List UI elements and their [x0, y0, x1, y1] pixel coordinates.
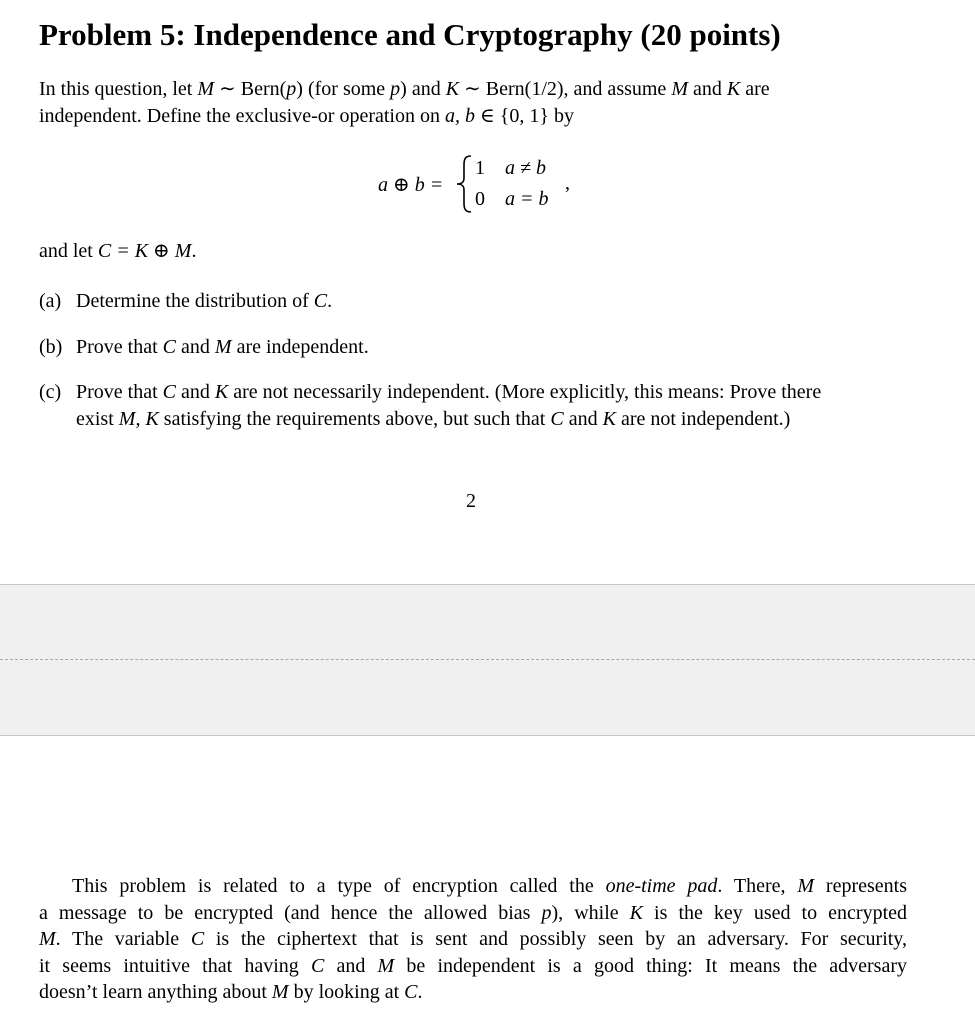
let-line: and let C = K ⊕ M. [39, 240, 197, 262]
page-break-dashed-line [0, 659, 975, 660]
case-row-1: 1 a ≠ b [475, 157, 546, 179]
footnote-line-5: doesn’t learn anything about M by looking at C. [39, 981, 423, 1003]
footnote-line-3: M. The variable C is the ciphertext that is sent and possibly seen by an adversary. For security, [39, 928, 908, 950]
item-c: (c) Prove that C and K are not necessarily independent. (More explicitly, this means: Prove there exist M, K satisfying the requirements above, but such that C and K are not independent.) [39, 381, 822, 430]
footnote-line-4: it seems intuitive that having C and M be independent is a good thing: It means the adversary [39, 954, 907, 977]
footnote-line-1: This problem is related to a type of encryption called the one-time pad. There, M represents [72, 875, 907, 897]
equation-lhs: a ⊕ b = [378, 174, 444, 196]
intro-line-1: In this question, let M ∼ Bern(p) (for some p) and K ∼ Bern(1/2), and assume M and K are [39, 78, 770, 100]
case-row-2: 0 a = b [475, 188, 549, 210]
item-a: (a) Determine the distribution of C. [39, 290, 333, 312]
one-time-pad-paragraph [39, 873, 907, 1006]
page-break-band [0, 584, 975, 736]
footnote-line-2: a message to be encrypted (and hence the allowed bias p), while K is the key used to encrypted [39, 901, 907, 924]
equation-comma: , [565, 172, 570, 194]
item-b: (b) Prove that C and M are independent. [39, 336, 369, 358]
left-brace [454, 154, 476, 214]
intro-line-2: independent. Define the exclusive-or operation on a, b ∈ {0, 1} by [39, 105, 574, 127]
page-number: 2 [466, 490, 476, 512]
problem-title: Problem 5: Independence and Cryptography (20 points) [39, 17, 781, 52]
intro-paragraph [39, 76, 907, 130]
